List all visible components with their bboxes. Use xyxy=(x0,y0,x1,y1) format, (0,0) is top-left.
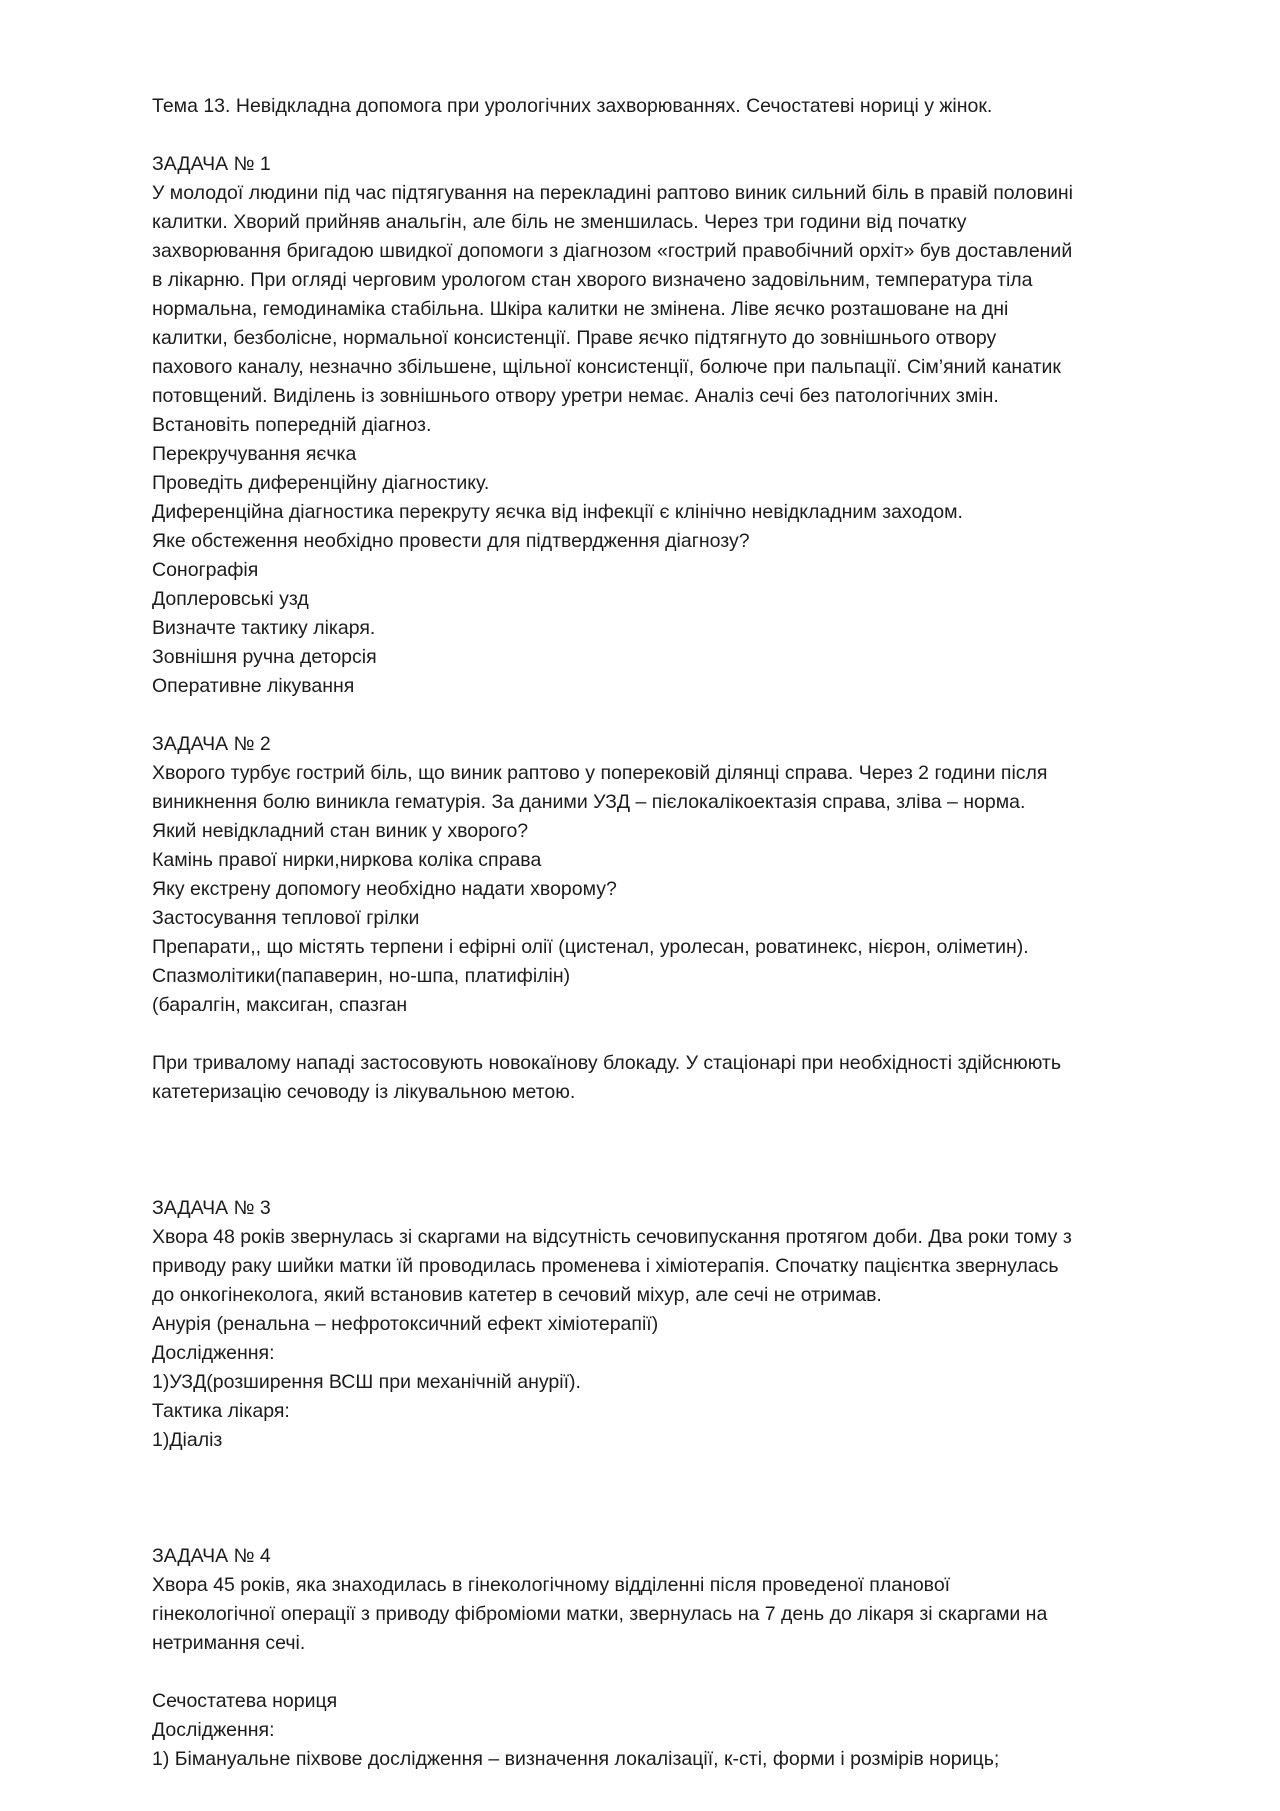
spacer xyxy=(152,1513,1192,1542)
question: Проведіть диференційну діагностику. xyxy=(152,472,490,494)
answer: Камінь правої нирки,ниркова коліка справа xyxy=(152,849,542,871)
question: Встановіть попередній діагноз. xyxy=(152,414,432,436)
question: Дослідження: xyxy=(152,1342,275,1364)
task-heading: ЗАДАЧА № 4 xyxy=(152,1545,271,1567)
question: Яку екстрену допомогу необхідно надати хворому? xyxy=(152,878,617,900)
task-line: катетеризацію сечоводу із лікувальною метою. xyxy=(152,1081,576,1103)
answer: Диференційна діагностика перекруту яєчка від інфекції є клінічно невідкладним заходом. xyxy=(152,501,963,523)
task-line: в лікарню. При огляді черговим урологом стан хворого визначено задовільним, температура тіла xyxy=(152,269,1033,291)
answer: Препарати,, що містять терпени і ефірні олії (цистенал, уролесан, роватинекс, нієрон, оліметин). xyxy=(152,936,1029,958)
task-line: до онкогінеколога, який встановив катетер в сечовий міхур, але сечі не отримав. xyxy=(152,1284,882,1306)
task-line: гінекологічної операції з приводу фіброміоми матки, звернулась на 7 день до лікаря зі скаргами на xyxy=(152,1603,1048,1625)
answer: Доплеровські узд xyxy=(152,588,309,610)
task-line: приводу раку шийки матки їй проводилась променева і хіміотерапія. Спочатку пацієнтка звернулась xyxy=(152,1255,1059,1277)
question: Який невідкладний стан виник у хворого? xyxy=(152,820,529,842)
question: Визначте тактику лікаря. xyxy=(152,617,376,639)
task-heading: ЗАДАЧА № 3 xyxy=(152,1197,271,1219)
question: Яке обстеження необхідно провести для підтвердження діагнозу? xyxy=(152,530,750,552)
answer: 1) Бімануальне піхвове дослідження – визначення локалізації, к-сті, форми і розмірів нориць; xyxy=(152,1748,1000,1770)
answer: 1)УЗД(розширення ВСШ при механічній анурії). xyxy=(152,1371,581,1393)
spacer xyxy=(152,1165,1192,1194)
task-line: нормальна, гемодинаміка стабільна. Шкіра калитки не змінена. Ліве яєчко розташоване на дні xyxy=(152,298,1009,320)
task-line: Хворого турбує гострий біль, що виник раптово у поперековій ділянці справа. Через 2 години після xyxy=(152,762,1048,784)
task-line: Хвора 45 років, яка знаходилась в гінекологічному відділенні після проведеної планової xyxy=(152,1574,951,1596)
task-line: У молодої людини під час підтягування на перекладині раптово виник сильний біль в правій половині xyxy=(152,182,1073,204)
task-line: калитки, безболісне, нормальної консистенції. Праве яєчко підтягнуто до зовнішнього отвору xyxy=(152,327,997,349)
spacer xyxy=(152,1020,1192,1049)
task-4 xyxy=(152,1542,1192,1774)
spacer xyxy=(152,1455,1192,1513)
task-line: Хвора 48 років звернулась зі скаргами на відсутність сечовипускання протягом доби. Два роки тому з xyxy=(152,1226,1072,1248)
answer: Перекручування яєчка xyxy=(152,443,357,465)
spacer xyxy=(152,1107,1192,1165)
task-line: потовщений. Виділень із зовнішнього отвору уретри немає. Аналіз сечі без патологічних змін. xyxy=(152,385,999,407)
question: Дослідження: xyxy=(152,1719,275,1741)
document-page xyxy=(152,92,1192,1774)
answer: Зовнішня ручна деторсія xyxy=(152,646,377,668)
answer: Сонографія xyxy=(152,559,259,581)
spacer xyxy=(152,1658,1192,1687)
task-line: калитки. Хворий прийняв анальгін, але біль не зменшилась. Через три години від початку xyxy=(152,211,967,233)
task-heading: ЗАДАЧА № 1 xyxy=(152,153,271,175)
answer: Спазмолітики(папаверин, но-шпа, платифілін) xyxy=(152,965,571,987)
document-title: Тема 13. Невідкладна допомога при урологічних захворюваннях. Сечостатеві нориці у жінок. xyxy=(152,95,993,117)
answer: 1)Діаліз xyxy=(152,1429,223,1451)
question: Тактика лікаря: xyxy=(152,1400,290,1422)
answer: Анурія (ренальна – нефротоксичний ефект хіміотерапії) xyxy=(152,1313,659,1335)
task-line: виникнення болю виникла гематурія. За даними УЗД – пієлокалікоектазія справа, зліва – норма. xyxy=(152,791,1026,813)
task-line: При тривалому нападі застосовують новокаїнову блокаду. У стаціонарі при необхідності здійснюють xyxy=(152,1052,1061,1074)
answer: (баралгін, максиган, спазган xyxy=(152,994,408,1016)
task-line: пахового каналу, незначно збільшене, щільної консистенції, болюче при пальпації. Сім’яний канатик xyxy=(152,356,1061,378)
task-2 xyxy=(152,730,1192,1107)
task-line: нетримання сечі. xyxy=(152,1632,306,1654)
spacer xyxy=(152,121,1192,150)
task-heading: ЗАДАЧА № 2 xyxy=(152,733,271,755)
task-1 xyxy=(152,150,1192,701)
answer: Оперативне лікування xyxy=(152,675,355,697)
task-line: захворювання бригадою швидкої допомоги з діагнозом «гострий правобічний орхіт» був доставлений xyxy=(152,240,1073,262)
task-3 xyxy=(152,1194,1192,1455)
answer: Застосування теплової грілки xyxy=(152,907,420,929)
answer: Сечостатева нориця xyxy=(152,1690,338,1712)
spacer xyxy=(152,701,1192,730)
